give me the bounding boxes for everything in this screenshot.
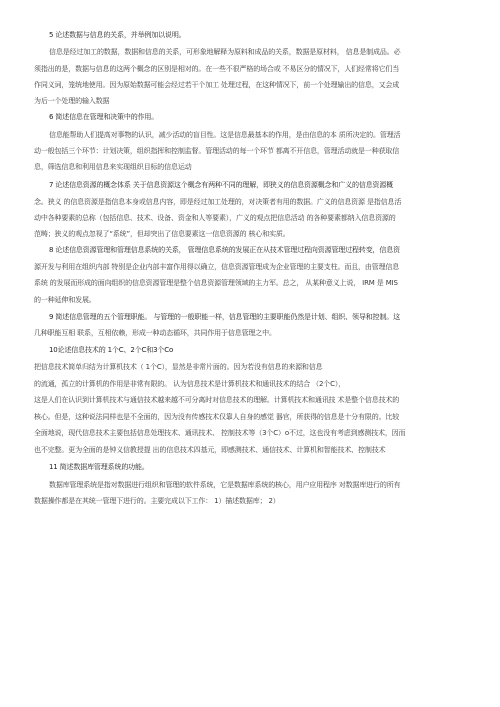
text-line: 为后一个处理的输入数据	[34, 97, 110, 105]
text-line: 作同义词，笼统地使用。因为原始数据可能会经过若干个加工 处理过程，在这种情况下，前一个处理输出的信息，又会成	[34, 81, 400, 89]
heading-q5: 5 论述数据与信息的关系，并举例加以说明。	[49, 31, 186, 39]
heading-q9: 9 简述信息管理的五个管理职能。 与管理的一般职能一样，信息管理的主要职能仍然是计划、组织、领导和控制。这	[49, 313, 400, 321]
text-line: 的一种延伸和发展。	[34, 296, 96, 304]
text-line: 全面地说，现代信息技术主要包括信息处理技术、通讯技术、 控制技术等（3个C）o不过，这也没有考虑到感测技术，因而	[34, 429, 406, 437]
text-line: 也不完整。更为全面的是钟义信教授提 出的信息技术四基元，即感测技术、通信技术、计算机和智能技术、控制技术	[34, 446, 386, 454]
text-line: 核心。但是，这种说法同样也是不全面的，因为没有传感技术仅靠人自身的感觉 器官，所获得的信息是十分有限的。比较	[34, 413, 400, 421]
text-line: 数据操作都是在其统一管理下进行的。主要完成以下工作： 1）描述数据库； 2）	[34, 497, 280, 505]
heading-q8: 8 论述信息资源管理和管理信息系统的关系， 管理信息系统的发展正在从技术管理过程向资源管理过程转变，信息资	[49, 246, 400, 254]
text-line: 把信息技术简单归结为计算机技术（ 1个C），显然是非常片面的。因为若没有信息的来源和信息	[34, 363, 323, 371]
text-line: 的流通，孤立的计算机的作用是非常有限的。 认为信息技术是计算机技术和通讯技术的结合 （2个C），	[34, 380, 346, 388]
heading-q6: 6 简述信息在管理和决策中的作用。	[49, 113, 159, 121]
heading-q11: 11 简述数据库管理系统的功能。	[49, 463, 149, 471]
text-line: 数据库管理系统是指对数据进行组织和管理的软件系统，它是数据库系统的核心，用户应用程序 对数据库进行的所有	[49, 481, 401, 489]
text-line: 信息能帮助人们提高对事物的认识，减少活动的盲目性。这是信息最基本的作用，是由信息的本 质所决定的。管理活	[49, 131, 401, 139]
text-line: 系统 的发展而形成的面向组织的信息资源管理是整个信息资源管理领域的主力军。总之， 从某种意义上说， IRM 是 MIS	[34, 279, 398, 287]
text-line: 动中各种要素的总称（包括信息、技术、设备、资金和人等要素），广义的观点把信息活动 的各种要素都纳入信息资源的	[34, 214, 396, 222]
text-line: 信息是经过加工的数据，数据和信息的关系，可形象地解释为原料和成品的关系，数据是原材料， 信息是制成品。必	[49, 48, 401, 56]
text-line: 念。狭义 的信息资源是指信息本身或信息内容，即是经过加工处理的，对决策者有用的数据。广义的信息资源 是指信息活	[34, 198, 402, 206]
heading-q10: 10论述信息技术的 1个C、2个C和3个Co	[49, 346, 174, 354]
heading-q7: 7 论述信息资源的概念体系 关于信息资源这个概念有两种不同的理解，即狭义的信息资源概念和广义的信息资源概	[49, 181, 394, 189]
text-line: 动一般包括三个环节：计划决策，组织指挥和控制监督。管理活动的每一个环节 都离不开信息，管理活动就是一种获取信	[34, 147, 400, 155]
text-line: 几种职能互相 联系，互相依赖，形成一种动态循环，共同作用于信息管理之中。	[34, 329, 276, 337]
text-line: 须指出的是，数据与信息的这两个概念的区别是相对的。在一些不很严格的场合或 不易区分的情况下，人们经常将它们当	[34, 65, 400, 73]
text-line: 范畴；狭义的观点忽视了“系统”，但却突出了信息要素这一信息资源的 核心和实质。	[34, 230, 290, 238]
text-line: 息，筛选信息和利用信息来实现组织目标的信息运动	[34, 163, 192, 171]
text-line: 这是人们在认识到计算机技术与通信技术越来越不可分离时对信息技术的理解。计算机技术和通讯技 术是整个信息技术的	[34, 396, 400, 404]
text-line: 源开发与利用在组织内部 特别是企业内部丰富作用得以确立，信息资源管理成为企业管理的主要支柱。而且，由管理信息	[34, 263, 400, 271]
